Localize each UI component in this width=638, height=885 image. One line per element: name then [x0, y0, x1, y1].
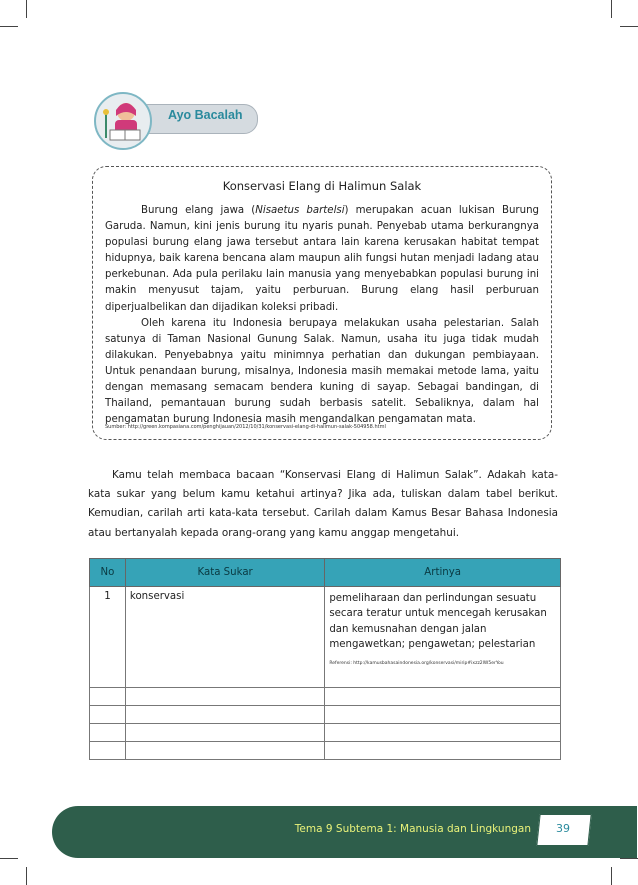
reading-title: Konservasi Elang di Halimun Salak	[222, 179, 422, 193]
table-header-row	[90, 559, 561, 587]
empty-cell	[325, 688, 561, 706]
crop-mark	[611, 867, 612, 885]
crop-mark	[620, 858, 638, 859]
header-meaning: Artinya	[325, 559, 561, 587]
empty-cell	[125, 688, 324, 706]
empty-cell	[125, 742, 324, 760]
section-badge	[94, 92, 264, 146]
footer-theme-text: Tema 9 Subtema 1: Manusia dan Lingkungan	[294, 823, 531, 835]
header-no: No	[90, 559, 126, 587]
empty-cell	[90, 742, 126, 760]
cell-no: 1	[90, 587, 126, 688]
instruction-text: Kamu telah membaca bacaan “Konservasi Elang di Halimun Salak”. Adakah kata-kata sukar yang belum kamu ketahui artinya? Jika ada, tuliskan dalam tabel berikut. Kemudian, carilah arti kata-kata tersebut. Carilah dalam Kamus Besar Bahasa Indonesia atau bertanyalah kepada orang-orang yang kamu anggap mengetahui.	[88, 469, 558, 539]
empty-cell	[325, 706, 561, 724]
reading-paragraph: Burung elang jawa (Nisaetus bartelsi) merupakan acuan lukisan Burung Garuda. Namun, kini jenis burung itu nyaris punah. Penyebab utama berkurangnya populasi burung elang jawa tersebut antara lain karena kerusakan habitat tempat hidupnya, baik karena bencana alam maupun alih fungsi hutan menjadi ladang atau perkebunan. Ada pula perilaku lain manusia yang menyebabkan populasi burung ini makin menyusut tajam, yaitu perburuan. Burung elang hasil perburuan diperjualbelikan dan dijadikan koleksi pribadi.	[105, 205, 539, 313]
meaning-text: pemeliharaan dan perlindungan sesuatu secara teratur untuk mencegah kerusakan dan kemusnahan dengan jalan mengawetkan; pengawetan; pelestarian	[329, 593, 547, 650]
difficult-words-table	[89, 558, 561, 760]
cell-meaning	[325, 587, 561, 688]
crop-mark	[620, 26, 638, 27]
reading-body	[105, 203, 539, 428]
empty-cell	[125, 706, 324, 724]
table-row-empty	[90, 742, 561, 760]
empty-cell	[90, 706, 126, 724]
empty-cell	[325, 742, 561, 760]
crop-mark	[26, 0, 27, 18]
crop-mark	[611, 0, 612, 18]
source-citation: Sumber: http://green.kompasiana.com/penghijauan/2012/10/31/konservasi-elang-di-halimun-salak-504958.html	[105, 424, 386, 430]
empty-cell	[90, 688, 126, 706]
scientific-name: Nisaetus bartelsi	[255, 205, 345, 216]
page-number: 39	[556, 822, 570, 835]
crop-mark	[0, 858, 18, 859]
badge-label: Ayo Bacalah	[168, 108, 243, 122]
empty-cell	[90, 724, 126, 742]
instruction-paragraph	[88, 466, 558, 543]
reading-child-icon	[94, 92, 152, 150]
table-row-empty	[90, 688, 561, 706]
table-row-empty	[90, 706, 561, 724]
cell-word: konservasi	[125, 587, 324, 688]
empty-cell	[325, 724, 561, 742]
crop-mark	[0, 26, 18, 27]
meaning-reference: Referensi: http://kamusbahasaindonesia.org/konservasi/mirip#ixzz2lW5erYou	[329, 661, 504, 667]
table-row	[90, 587, 561, 688]
reading-paragraph: Oleh karena itu Indonesia berupaya melakukan usaha pelestarian. Salah satunya di Taman Nasional Gunung Salak. Namun, usaha itu juga tidak mudah dilakukan. Penyebabnya yaitu minimnya perhatian dan dukungan pembiayaan. Untuk penandaan burung, misalnya, Indonesia masih memakai metode lama, yaitu dengan memasang semacam bendera kuning di sayap. Sebagai bandingan, di Thailand, pemantauan burung sudah berbasis satelit. Sebaliknya, dalam hal pengamatan burung Indonesia masih mengandalkan pengamatan mata.	[105, 317, 539, 426]
crop-mark	[26, 867, 27, 885]
header-word: Kata Sukar	[125, 559, 324, 587]
empty-cell	[125, 724, 324, 742]
reading-box	[92, 166, 552, 440]
table-row-empty	[90, 724, 561, 742]
